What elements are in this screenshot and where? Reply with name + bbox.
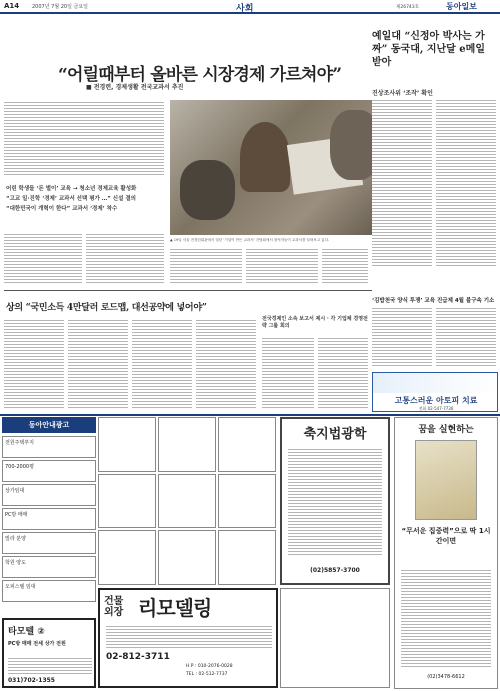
classified-cell[interactable] xyxy=(98,530,156,585)
second-col-6 xyxy=(318,336,368,410)
classified-item[interactable]: 학원 양도 xyxy=(2,556,96,578)
classified-cell[interactable] xyxy=(218,474,276,529)
classified-item[interactable]: 전원주택부지 xyxy=(2,436,96,458)
midright-col-a xyxy=(372,306,432,366)
book-text xyxy=(401,568,491,668)
second-col-4 xyxy=(196,318,256,410)
issue-number: 제26743호 xyxy=(396,5,420,10)
second-col-2 xyxy=(68,318,128,410)
pc-sub: PC방 매매 전세 상가 전원 xyxy=(8,641,66,647)
gift-title: 축지법광학 xyxy=(303,427,367,442)
book-sub: “무서운 집중력”으로 딱 1시간이면 xyxy=(401,527,491,545)
midright-headline: ‘김밥천국 양식 투쟁’ 교육 진급제 4월 불구속 기소 xyxy=(372,298,495,304)
pc-phone: 031)702-1355 xyxy=(8,677,55,684)
book-cover-image xyxy=(415,440,477,520)
classified-cell[interactable] xyxy=(98,474,156,529)
newspaper-logo: 동아일보 xyxy=(446,2,477,11)
body-col-2 xyxy=(86,232,164,284)
classified-item[interactable]: 빌라 분양 xyxy=(2,532,96,554)
atopy-title: 고통스러운 아토피 치료 xyxy=(394,396,478,405)
remodel-tel: 02-812-3711 xyxy=(106,652,170,662)
main-headline: “어릴때부터 올바른 시장경제 가르쳐야” xyxy=(58,65,342,85)
classified-header: 동아안내광고 xyxy=(2,417,96,433)
midright-col-b xyxy=(436,306,496,366)
main-byline: ■ 전경련, 경제생활 전국교과서 추진 xyxy=(86,84,184,91)
right-headline: 예일대 “신정아 박사는 가짜” 동국대, 지난달 e메일 받아 xyxy=(372,31,485,68)
remodel-phone-1: H.P : 010-2076-0028 xyxy=(186,664,233,669)
remodel-label: 건물 외장 xyxy=(104,596,124,618)
classified-cell[interactable] xyxy=(158,417,216,472)
pc-text xyxy=(8,656,92,674)
page-header xyxy=(0,0,500,14)
atopy-tel: 전화 02-547-7736 xyxy=(418,406,454,411)
classified-cell[interactable] xyxy=(98,417,156,472)
second-col-3 xyxy=(132,318,192,410)
pc-ad[interactable] xyxy=(2,618,96,688)
subhead-3: “대한민국이 개혁이 한다” 교과서 ‘경제’ 착수 xyxy=(6,206,118,212)
right-col-b xyxy=(436,98,496,268)
right-subhead: 진상조사위 ‘조작’ 확인 xyxy=(372,90,433,97)
intro-text xyxy=(4,100,164,175)
second-headline: 상의 “국민소득 4만달러 로드맵, 대선공약에 넣어야” xyxy=(6,303,207,313)
second-col-5 xyxy=(262,336,314,410)
remodel-text xyxy=(106,624,272,650)
second-col-1 xyxy=(4,318,64,410)
book-phone: (02)3478-6612 xyxy=(427,674,465,680)
classified-cell[interactable] xyxy=(218,417,276,472)
gift-phone: (02)5857-3700 xyxy=(310,567,360,574)
classified-item[interactable]: 700-2000평 xyxy=(2,460,96,482)
main-photo xyxy=(170,100,392,235)
body-col-3 xyxy=(170,247,242,284)
body-col-4 xyxy=(246,247,318,284)
misc-ad[interactable] xyxy=(280,588,390,688)
right-col-a xyxy=(372,98,432,268)
classified-cell[interactable] xyxy=(218,530,276,585)
page-number: A14 xyxy=(4,2,20,10)
subhead-1: 어린 학생들 ‘돈 벌이’ 교육 → 청소년 경제교육 활성화 xyxy=(6,186,137,192)
pc-title: 타모텔 ② xyxy=(8,627,45,637)
body-col-1 xyxy=(4,232,82,284)
gift-text xyxy=(288,447,382,557)
issue-date: 2007년 7월 20일 금요일 xyxy=(32,4,89,10)
subhead-2: “고교 일·진학 ‘경제’ 교과서 선택 평가 …” 신설 결의 xyxy=(6,196,136,202)
atopy-ad[interactable] xyxy=(372,372,498,412)
remodel-ad[interactable] xyxy=(98,588,278,688)
remodel-phone-2: TEL : 02-512-7737 xyxy=(186,672,228,677)
body-col-5 xyxy=(322,247,368,284)
ads-divider xyxy=(0,414,500,416)
divider xyxy=(4,290,372,291)
classified-item[interactable]: 오피스텔 임대 xyxy=(2,580,96,602)
photo-caption: ▲ 19일 서울 전경련회관에서 열린 ‘기업이 만든 교과서’ 간담회에서 참석자들이 교과서를 살펴보고 있다. xyxy=(170,238,330,242)
classified-item[interactable]: PC방 매매 xyxy=(2,508,96,530)
second-subhead: 전국경제인 소속 보고서 제시 · 각 기업체 경영전략 그룹 회의 xyxy=(262,316,368,329)
book-title: 꿈을 실현하는 xyxy=(418,425,474,435)
classified-grid xyxy=(98,417,276,585)
book-ad[interactable] xyxy=(394,417,498,689)
remodel-title: 리모델링 xyxy=(138,596,212,620)
classified-item[interactable]: 상가임대 xyxy=(2,484,96,506)
classified-list xyxy=(2,436,96,602)
section-title: 사회 xyxy=(236,4,254,14)
classified-cell[interactable] xyxy=(158,530,216,585)
gift-ad[interactable] xyxy=(280,417,390,585)
classified-cell[interactable] xyxy=(158,474,216,529)
